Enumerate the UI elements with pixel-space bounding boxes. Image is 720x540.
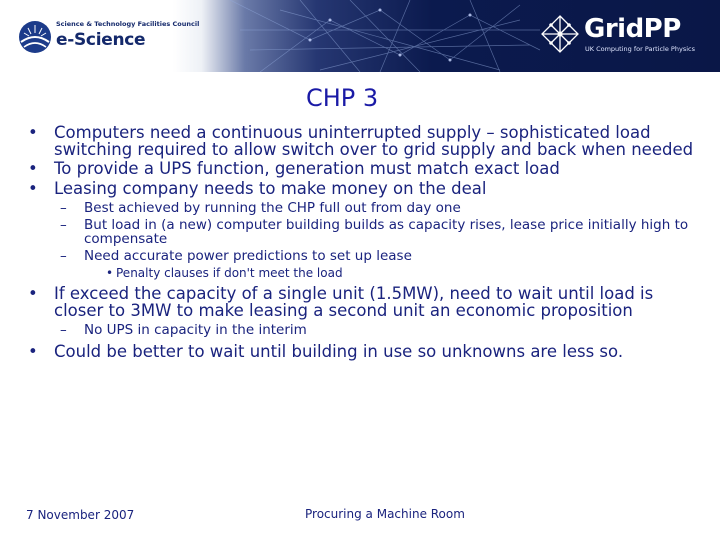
bullet-dot-icon: •: [28, 284, 38, 303]
bullet-text: But load in (a new) computer building builds as capacity rises, lease price initially high to compensate: [84, 216, 689, 247]
bullet-dot-icon: •: [28, 341, 38, 361]
stfc-name: Science & Technology Facilities Council: [56, 20, 200, 28]
footer-date: 7 November 2007: [26, 508, 135, 522]
header-banner: [0, 0, 720, 72]
dash-icon: –: [60, 200, 67, 216]
footer-title: Procuring a Machine Room: [305, 507, 465, 521]
sub-bullet-item: [26, 218, 706, 247]
bullet-item: [26, 285, 706, 319]
gridpp-logo: [540, 10, 715, 60]
gridpp-name: GridPP: [584, 14, 681, 44]
dash-icon: –: [60, 247, 67, 264]
bullet-text: Best achieved by running the CHP full out from day one: [84, 200, 461, 216]
sub-bullet-item: [26, 201, 706, 216]
bullet-text: Computers need a continuous uninterrupted supply – sophisticated load switching required to allow switch over to grid supply and back when needed: [54, 123, 694, 159]
dash-icon: –: [60, 322, 67, 338]
stfc-escience-logo: [18, 18, 208, 58]
bullet-item: [26, 124, 706, 158]
bullet-item: [26, 160, 706, 177]
escience-label: e-Science: [56, 30, 146, 50]
stfc-emblem-icon: [18, 20, 52, 54]
sub-sub-bullet-item: [26, 266, 706, 280]
bullet-text: No UPS in capacity in the interim: [84, 322, 307, 338]
slide-title: CHP 3: [306, 84, 379, 112]
bullet-dot-icon: •: [106, 266, 114, 280]
sub-bullet-item: [26, 249, 706, 264]
sub-bullet-item: [26, 323, 706, 338]
bullet-text: If exceed the capacity of a single unit (1.5MW), need to wait until load is closer to 3MW to make leasing a second unit an economic proposition: [54, 284, 654, 320]
bullet-dot-icon: •: [28, 123, 38, 142]
bullet-item: [26, 180, 706, 197]
bullet-item: [26, 343, 706, 360]
gridpp-tagline: UK Computing for Particle Physics: [585, 45, 695, 53]
bullet-text: Need accurate power predictions to set up lease: [84, 247, 412, 264]
gridpp-emblem-icon: [540, 14, 580, 54]
bullet-text: Could be better to wait until building in use so unknowns are less so.: [54, 341, 624, 361]
bullet-dot-icon: •: [28, 159, 38, 178]
bullet-text: Leasing company needs to make money on the deal: [54, 179, 487, 198]
bullet-text: To provide a UPS function, generation must match exact load: [54, 159, 560, 178]
bullet-list: [26, 124, 706, 360]
bullet-text: Penalty clauses if don't meet the load: [116, 266, 343, 280]
dash-icon: –: [60, 216, 67, 233]
bullet-dot-icon: •: [28, 179, 38, 198]
